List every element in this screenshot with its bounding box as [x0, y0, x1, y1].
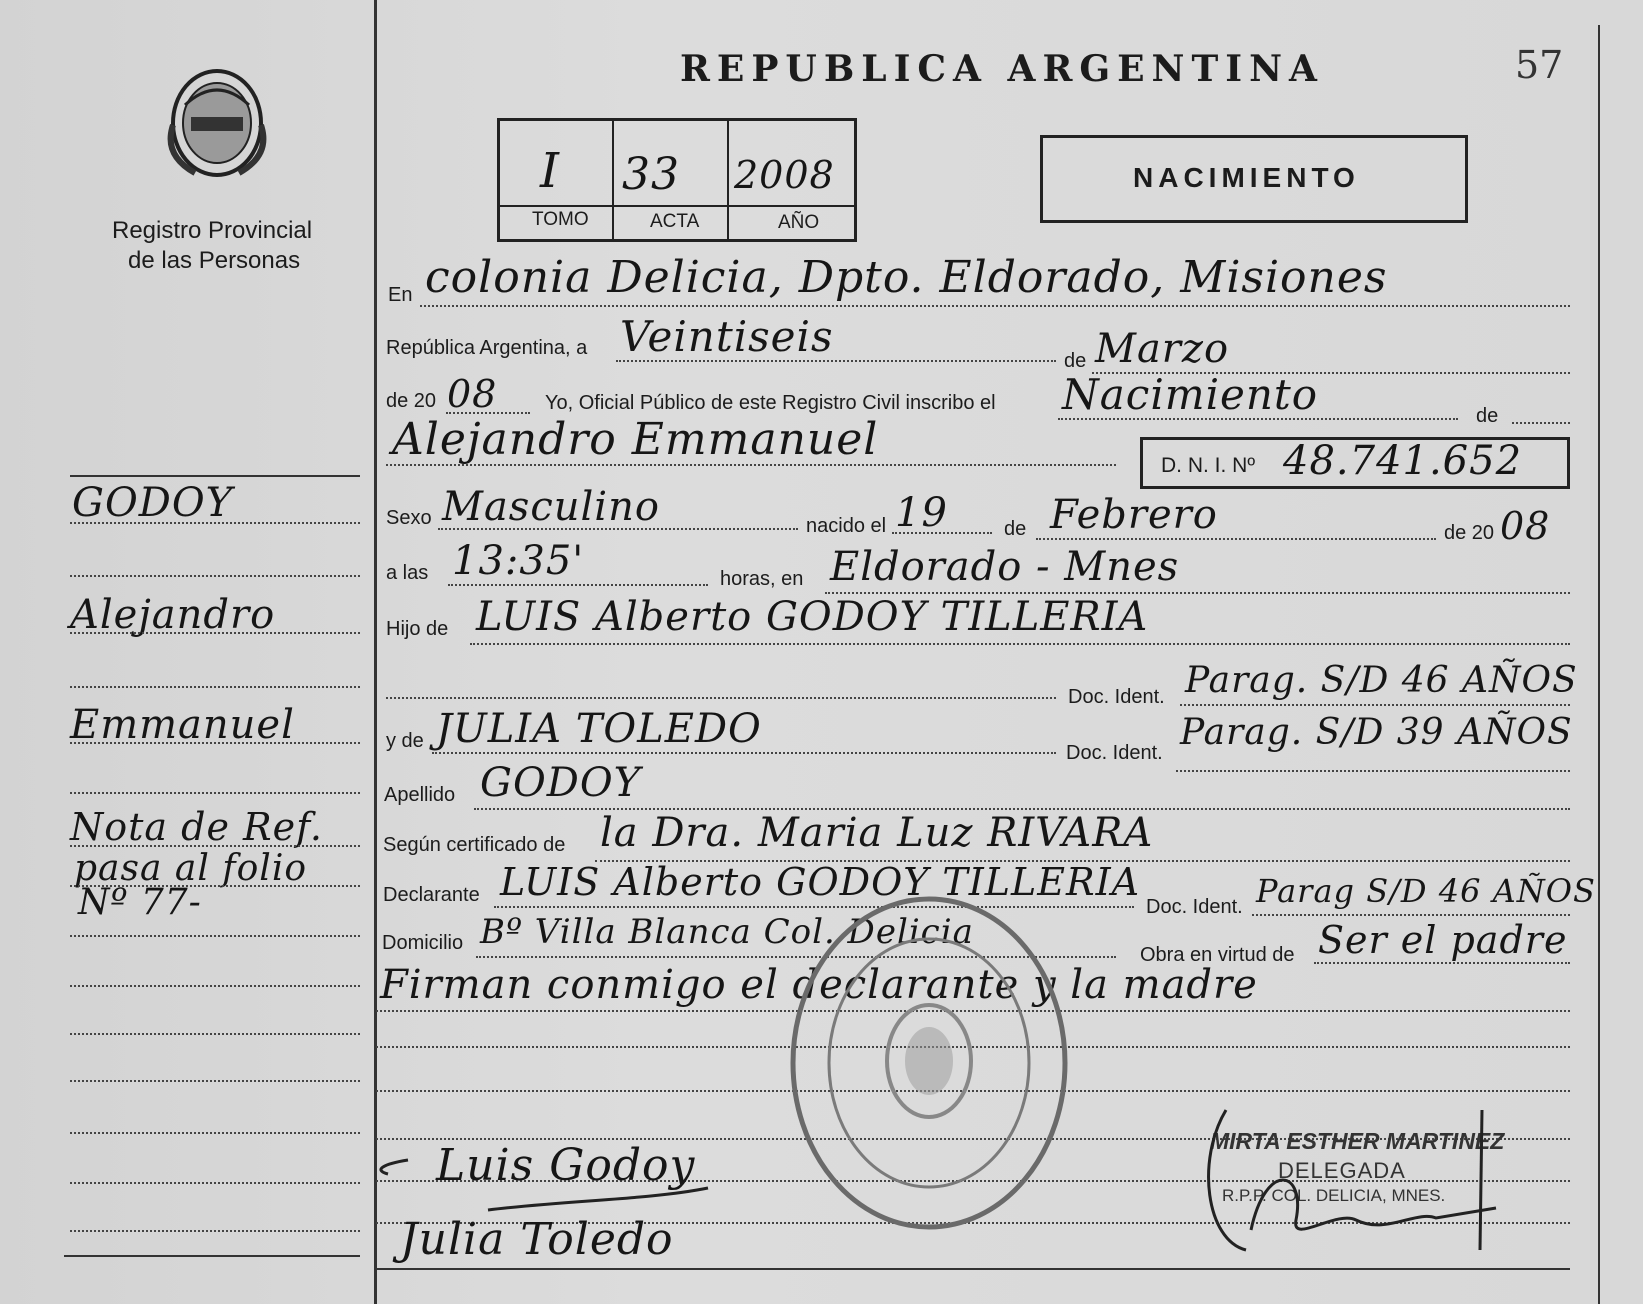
- declarante-label: Declarante: [383, 884, 480, 906]
- column-divider: [374, 0, 377, 1304]
- en-value: colonia Delicia, Dpto. Eldorado, Misiones: [425, 252, 1388, 303]
- birth-month-value: Febrero: [1050, 492, 1218, 538]
- sexo-label: Sexo: [386, 507, 432, 529]
- inscribe-value: Nacimiento: [1062, 370, 1319, 419]
- de-label: de: [1064, 350, 1087, 372]
- signature-declarante: Luis Godoy: [436, 1140, 696, 1191]
- de-label-2: de: [1476, 405, 1499, 427]
- father-name: LUIS Alberto GODOY TILLERIA: [476, 594, 1149, 640]
- margin-name2: Emmanuel: [70, 702, 295, 748]
- birth-day-value: 19: [895, 490, 948, 536]
- domicilio-label: Domicilio: [382, 932, 464, 954]
- margin-note-line1: Nota de Ref.: [70, 805, 323, 849]
- month-value: Marzo: [1095, 326, 1230, 372]
- year-suffix-value: 08: [447, 372, 498, 416]
- record-type-box: [1040, 135, 1468, 223]
- dni-label: D. N. I. Nº: [1161, 454, 1256, 477]
- birth-year-value: 08: [1500, 504, 1551, 548]
- page-right-edge: [1598, 25, 1600, 1304]
- margin-name1: Alejandro: [70, 592, 276, 638]
- doc-ident-label-father: Doc. Ident.: [1068, 686, 1165, 708]
- segun-label: Según certificado de: [383, 834, 566, 856]
- provincial-seal: [155, 55, 279, 187]
- domicilio-value: Bº Villa Blanca Col. Delicia: [480, 912, 974, 952]
- apellido-label: Apellido: [384, 784, 456, 806]
- yde-label: y de: [386, 730, 424, 752]
- de-label-3: de: [1004, 518, 1027, 540]
- tomo-label: TOMO: [532, 209, 589, 230]
- signature-declarante-underline: [368, 1130, 718, 1220]
- margin-note-line3: Nº 77-: [78, 882, 202, 923]
- registry-title-line1: Registro Provincial: [112, 217, 313, 244]
- alas-label: a las: [386, 562, 429, 584]
- declarante-doc-value: Parag S/D 46 AÑOS: [1256, 872, 1596, 910]
- apellido-value: GODOY: [480, 760, 642, 806]
- anio-value: 2008: [734, 153, 835, 197]
- year-prefix-label: de 20: [386, 390, 437, 412]
- en-label: En: [388, 284, 413, 306]
- acta-label: ACTA: [650, 211, 700, 232]
- dni-box: [1140, 437, 1570, 489]
- horas-en-label: horas, en: [720, 568, 804, 590]
- margin-note-line2: pasa al folio: [74, 848, 308, 889]
- acta-value: 33: [622, 149, 680, 200]
- doc-ident-label-declarante: Doc. Ident.: [1146, 896, 1243, 918]
- record-number-box: [497, 118, 857, 242]
- father-doc-value: Parag. S/D 46 AÑOS: [1185, 660, 1578, 701]
- declarante-value: LUIS Alberto GODOY TILLERIA: [500, 860, 1141, 904]
- record-type-label: NACIMIENTO: [1133, 162, 1360, 193]
- folio-number: 57: [1515, 43, 1564, 87]
- day-value: Veintiseis: [620, 312, 834, 361]
- yo-oficial-label: Yo, Oficial Público de este Registro Civil inscribo el: [545, 392, 996, 414]
- official-office: R.P.P. COL. DELICIA, MNES.: [1222, 1186, 1446, 1205]
- tomo-value: I: [540, 143, 560, 199]
- registry-title-line2: de las Personas: [128, 247, 301, 274]
- obra-value: Ser el padre: [1318, 918, 1568, 962]
- margin-surname: GODOY: [72, 480, 234, 526]
- birth-year-prefix: de 20: [1444, 522, 1495, 544]
- official-signature-scribble: [1196, 1100, 1526, 1260]
- firman-value: Firman conmigo el declarante y la madre: [380, 962, 1258, 1008]
- anio-label: AÑO: [778, 212, 820, 233]
- nacido-label: nacido el: [806, 515, 887, 537]
- dni-value: 48.741.652: [1283, 438, 1523, 484]
- doc-ident-label-mother: Doc. Ident.: [1066, 742, 1163, 764]
- mother-doc-value: Parag. S/D 39 AÑOS: [1180, 712, 1573, 753]
- hora-value: 13:35': [452, 538, 585, 584]
- country-title: REPUBLICA ARGENTINA: [680, 48, 1324, 90]
- certificado-value: la Dra. Maria Luz RIVARA: [600, 810, 1154, 856]
- official-name: MIRTA ESTHER MARTINEZ: [1210, 1128, 1505, 1154]
- signature-madre: Julia Toledo: [400, 1214, 674, 1265]
- official-round-stamp: [788, 893, 1070, 1233]
- birth-place-value: Eldorado - Mnes: [830, 544, 1180, 590]
- hijo-label: Hijo de: [386, 618, 449, 640]
- person-name: Alejandro Emmanuel: [392, 414, 879, 465]
- obra-label: Obra en virtud de: [1140, 944, 1295, 966]
- mother-name: JULIA TOLEDO: [436, 706, 762, 752]
- official-role: DELEGADA: [1278, 1158, 1406, 1183]
- republica-label: República Argentina, a: [386, 337, 588, 359]
- sexo-value: Masculino: [442, 484, 660, 530]
